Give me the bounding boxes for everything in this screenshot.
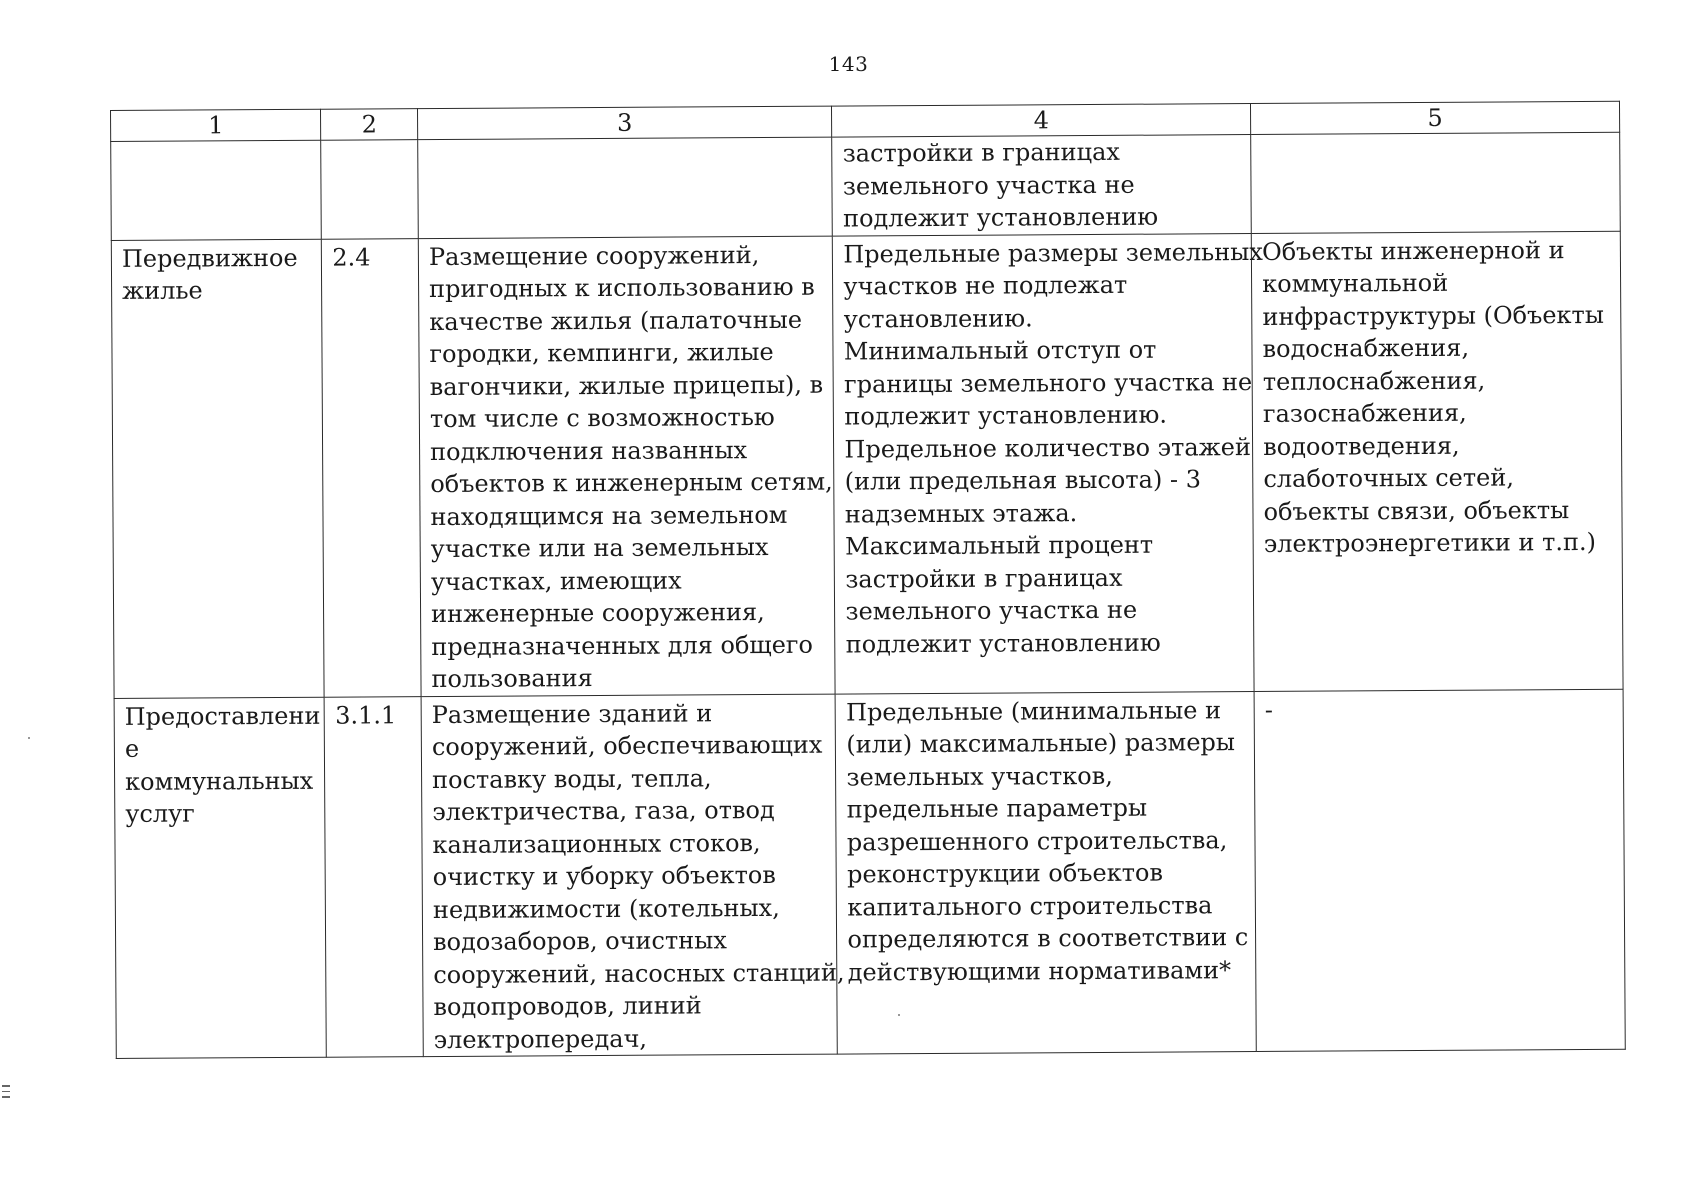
cell-code [321, 140, 418, 239]
cell-text-line: Объекты инженерной и [1261, 235, 1565, 266]
cell-text-line: недвижимости (котельных, [432, 893, 780, 924]
cell-text-line: надземных этажа. [844, 498, 1078, 529]
cell-text-line: подлежит установлению [845, 628, 1161, 659]
cell-text-line: застройки в границах [842, 137, 1120, 168]
column-header-2: 2 [321, 109, 418, 141]
cell-text-line: слаботочных сетей, [1263, 463, 1514, 493]
cell-text-line: электропередач, [433, 1024, 648, 1054]
cell-text-line: Размещение сооружений, [428, 240, 760, 271]
cell-auxiliary-uses [1251, 132, 1620, 233]
cell-auxiliary-uses [1251, 231, 1623, 691]
cell-text-line: водоотведения, [1263, 431, 1460, 461]
cell-description [418, 236, 835, 697]
cell-text-line: пользования [431, 664, 593, 694]
cell-text-line: водоснабжения, [1262, 333, 1470, 363]
cell-text-line: поставку воды, тепла, [432, 763, 712, 794]
table-row [114, 689, 1625, 1059]
cell-text-line: реконструкции объектов [846, 858, 1164, 889]
cell-text-line: коммунальной [1262, 268, 1449, 298]
scan-speck [898, 1014, 900, 1016]
cell-text-line: том числе с возможностью [429, 402, 775, 434]
cell-text-line: находящимся на земельном [430, 500, 788, 531]
cell-text-line: земельного участка не [842, 170, 1135, 201]
cell-text-line: подлежит установлению [842, 202, 1159, 233]
cell-text-line: Предоставлени [124, 701, 321, 731]
cell-auxiliary-uses [1254, 689, 1625, 1052]
cell-text-line: (или) максимальные) размеры [846, 728, 1236, 759]
scan-speck [28, 737, 30, 739]
cell-text-line: определяются в соответствии с [847, 923, 1249, 954]
cell-text-line: канализационных стоков, [432, 828, 761, 859]
cell-text-line: Передвижное [121, 243, 298, 273]
cell-text-line: услуг [125, 799, 195, 828]
column-header-4: 4 [832, 104, 1251, 138]
table-row [111, 132, 1621, 240]
cell-description [421, 694, 845, 1057]
cell-parameters [833, 233, 1263, 694]
cell-text-line: участках, имеющих [430, 566, 682, 596]
cell-code: 3.1.1 [325, 696, 424, 1057]
page-number: 143 [828, 52, 869, 76]
cell-text-line: е [124, 734, 140, 763]
cell-text-line: коммунальных [125, 766, 314, 796]
cell-text-line: качестве жилья (палаточные [429, 305, 803, 336]
cell-text-line: водопроводов, линий [433, 991, 702, 1022]
cell-text-line: электричества, газа, отвод [432, 795, 775, 827]
cell-text-line: пригодных к использованию в [429, 272, 815, 304]
cell-text-line: объекты связи, объекты [1263, 495, 1570, 526]
cell-text-line: разрешенного строительства, [846, 825, 1228, 857]
cell-text-line: подлежит установлению. [844, 400, 1168, 431]
cell-text-line: водозаборов, очистных [433, 926, 727, 957]
cell-text-line: Максимальный процент [844, 530, 1154, 561]
cell-text-line: границы земельного участка не [843, 367, 1253, 399]
cell-parameters [832, 135, 1251, 236]
cell-text-line: установлению. [843, 303, 1033, 334]
table-row [111, 231, 1623, 698]
cell-text-line: участков не подлежат [843, 270, 1128, 301]
cell-code: 2.4 [322, 238, 421, 697]
cell-parameters [835, 691, 1256, 1054]
cell-description [418, 137, 833, 238]
cell-text-line: предельные параметры [846, 793, 1148, 824]
cell-text-line: (или предельная высота) - 3 [844, 465, 1202, 496]
cell-text-line: вагончики, жилые прицепы), в [429, 370, 824, 401]
cell-use-type [111, 140, 322, 240]
cell-text-line: Предельные размеры земельных [843, 237, 1263, 269]
cell-use-type [111, 239, 324, 698]
cell-text-line: земельных участков, [846, 761, 1113, 792]
cell-text-line: жилье [122, 276, 203, 305]
cell-text-line: сооружений, обеспечивающих [431, 730, 823, 762]
cell-text-line: - [1264, 695, 1274, 724]
cell-text-line: городки, кемпинги, жилые [429, 337, 774, 369]
cell-text-line: капитального строительства [847, 890, 1213, 922]
column-header-1: 1 [111, 109, 322, 141]
column-header-5: 5 [1251, 101, 1620, 134]
cell-text-line: застройки в границах [845, 563, 1123, 594]
regulations-table [110, 101, 1626, 1059]
cell-text-line: инфраструктуры (Объекты [1262, 300, 1604, 331]
cell-use-type [114, 697, 327, 1059]
cell-text-line: действующими нормативами* [847, 955, 1232, 987]
cell-text-line: предназначенных для общего [431, 630, 813, 661]
cell-text-line: сооружений, насосных станций, [433, 958, 845, 989]
cell-text-line: инженерные сооружения, [430, 598, 765, 629]
cell-text-line: Предельное количество этажей [844, 432, 1252, 464]
cell-text-line: теплоснабжения, [1262, 366, 1486, 396]
column-header-3: 3 [417, 106, 832, 140]
cell-text-line: Размещение зданий и [431, 698, 713, 729]
cell-text-line: объектов к инженерным сетям, [430, 467, 833, 499]
cell-text-line: земельного участка не [845, 595, 1138, 626]
cell-text-line: Минимальный отступ от [843, 335, 1157, 366]
cell-text-line: очистку и уборку объектов [432, 860, 776, 892]
cell-text-line: газоснабжения, [1262, 398, 1467, 428]
cell-text-line: подключения названных [430, 435, 748, 466]
cell-text-line: Предельные (минимальные и [845, 695, 1222, 727]
scan-margin-mark [2, 1085, 10, 1107]
cell-text-line: электроэнергетики и т.п.) [1263, 527, 1597, 558]
cell-text-line: участке или на земельных [430, 532, 769, 564]
